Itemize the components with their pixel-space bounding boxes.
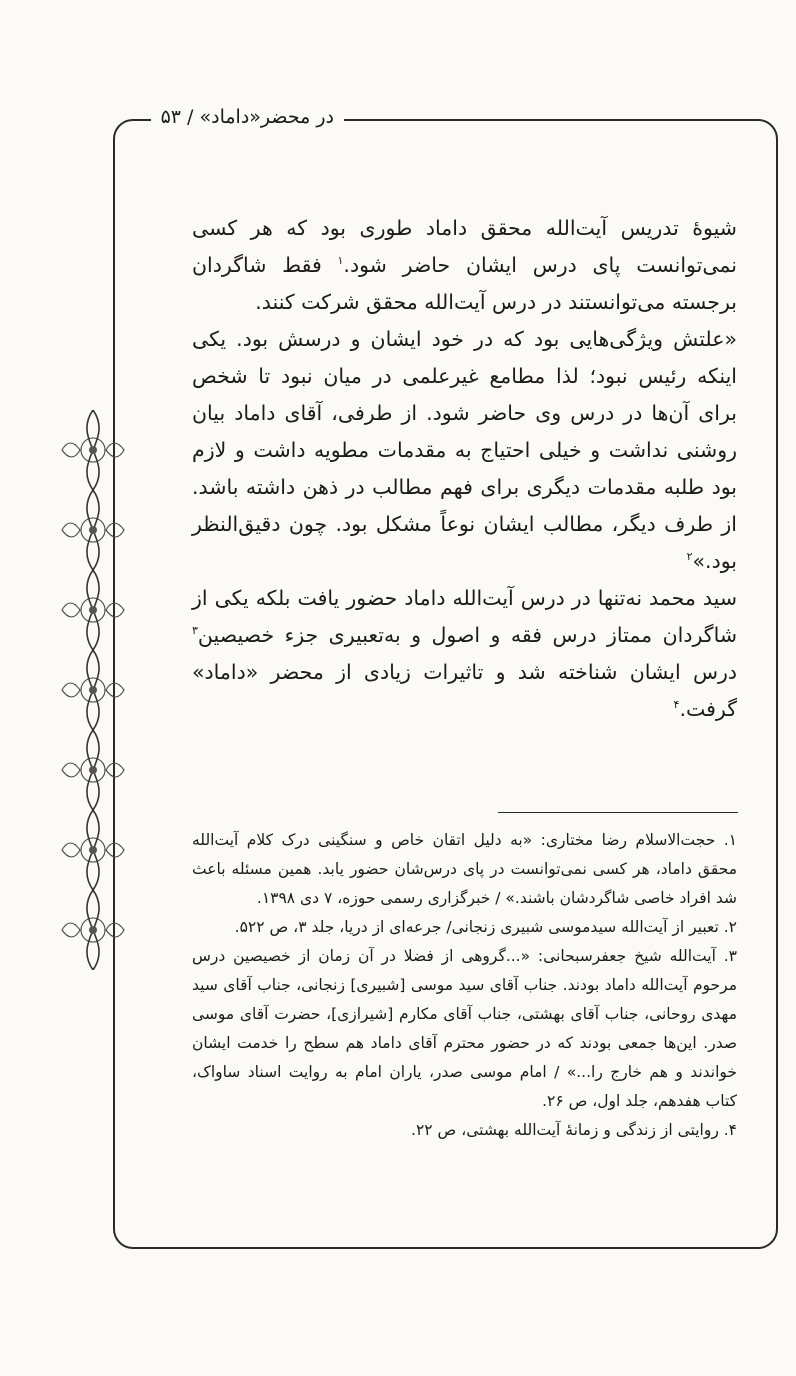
footnotes <box>192 826 737 1145</box>
footnote-ref-2: ۲ <box>686 550 693 564</box>
footnote-divider <box>498 812 738 813</box>
footnote-ref-1: ۱ <box>337 254 344 268</box>
footnote-3: ۳. آیت‌الله شیخ جعفرسبحانی: «...گروهی از فضلا در آن زمان از خصیصین درس مرحوم آیت‌الله داماد بودند. جناب آقای سید موسی [شبیری] زنجانی، جناب آقای سید مهدی روحانی، جناب آقای بهشتی، جناب آقای مکارم [شیرازی]، حضرت آقای موسی صدر. این‌ها جمعی بودند که در حضور محترم آقای داماد هم سطح را خدمت ایشان خواندند و هم خارج را...» / امام موسی صدر، یاران امام به روایت اسناد ساواک، کتاب هفدهم، جلد اول، ص ۲۶. <box>192 947 737 1110</box>
footnote-ref-4: ۴ <box>673 698 680 712</box>
footnote-4: ۴. روایتی از زندگی و زمانۀ آیت‌الله بهشتی، ص ۲۲. <box>411 1121 737 1139</box>
footnote-2: ۲. تعبیر از آیت‌الله سیدموسی شبیری زنجانی/ جرعه‌ای از دریا، جلد ۳، ص ۵۲۲. <box>234 918 737 936</box>
running-header <box>0 100 796 134</box>
paragraph-1: شیوۀ تدریس آیت‌الله محقق داماد طوری بود که هر کسی نمی‌توانست پای درس ایشان حاضر شود.$^۱$ فقط شاگردان برجسته می‌توانستند در درس آیت‌الله محقق شرکت کنند. <box>192 216 737 314</box>
footnote-1: ۱. حجت‌الاسلام رضا مختاری: «به دلیل اتقان خاص و سنگینی درک کلام آیت‌الله محقق داماد، هر کسی نمی‌توانست در پای درس‌شان حضور یابد. همین مسئله باعث شد افراد خاصی شاگردشان باشند.» / خبرگزاری رسمی حوزه، ۷ دی ۱۳۹۸. <box>192 831 737 907</box>
footnote-ref-3: ۳ <box>192 624 198 638</box>
paragraph-3: سید محمد نه‌تنها در درس آیت‌الله داماد حضور یافت بلکه یکی از شاگردان ممتاز درس فقه و اصول و به‌تعبیری جزء خصیصین$^۳$ درس ایشان شناخته شد و تاثیرات زیادی از محضر «داماد» گرفت.$^۴$ <box>192 586 737 721</box>
running-title: در محضر«داماد» / ۵۳ <box>151 100 344 134</box>
main-text <box>192 210 737 728</box>
paragraph-2-quote: «علتش ویژگی‌هایی بود که در خود ایشان و درسش بود. یکی اینکه رئیس نبود؛ لذا مطامع غیرعلمی در میان نبود تا شخص برای آن‌ها در درس وی حاضر شود. از طرفی، آقای داماد بیان روشنی نداشت و خیلی احتیاج به مقدمات مطویه داشت و لازم بود طلبه مقدمات دیگری برای فهم مطالب در ذهن داشته باشد. از طرف دیگر، مطالب ایشان نوعاً مشکل بود. چون دقیق‌النظر بود.»$^۲$ <box>192 327 737 573</box>
floral-ornament-icon <box>52 410 134 970</box>
